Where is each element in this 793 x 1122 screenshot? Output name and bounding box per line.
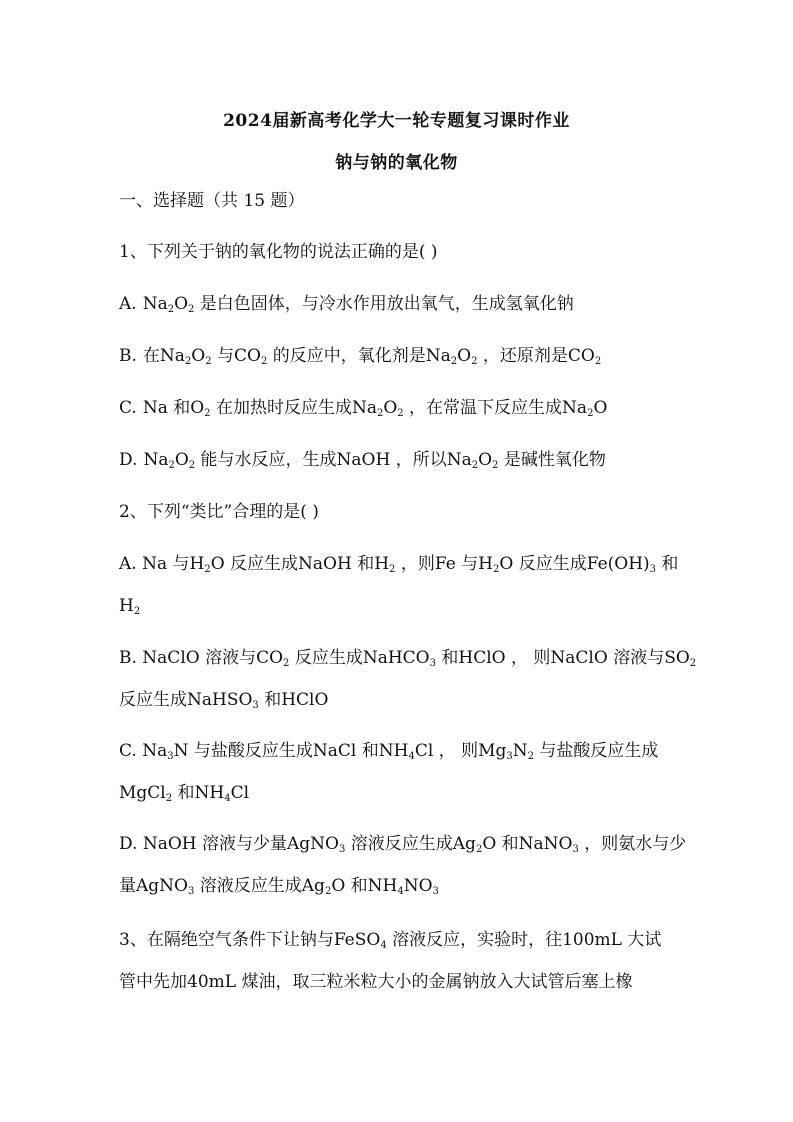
question-1-option-c: C. Na 和$O_2$ 在加热时反应生成$Na_2O_2$ ，在常温下反应生成$Na_2O$	[119, 398, 608, 419]
question-1-option-b: B. 在$Na_2O_2$ 与$CO_2$ 的反应中，氧化剂是$Na_2O_2$ ，还原剂是$CO_2$	[119, 346, 602, 367]
question-2-option-c-cont: MgCl$_2$ 和$NH_4Cl$	[119, 783, 250, 804]
question-2-option-a: A. Na 与$H_2O$ 反应生成NaOH 和$H_2$ ，则Fe 与$H_2O$ 反应生成$Fe(OH)_3$ 和	[119, 554, 679, 575]
question-2-option-a-cont: $H_2$	[119, 596, 141, 617]
question-2-option-d: D. NaOH 溶液与少量AgNO$_3$ 溶液反应生成$Ag_2O$ 和NaNO$_3$ ，则氨水与少	[119, 834, 687, 855]
question-1-option-d: D. $Na_2O_2$ 能与水反应，生成NaOH ，所以$Na_2O_2$ 是碱性氧化物	[119, 450, 606, 471]
section-heading: 一、选择题（共 15 题）	[119, 191, 305, 211]
question-1-option-a: A. $Na_2O_2$ 是白色固体，与冷水作用放出氧气，生成氢氧化钠	[119, 294, 574, 315]
question-1-stem: 1、下列关于钠的氧化物的说法正确的是( )	[119, 242, 438, 262]
question-3-stem: 3、在隔绝空气条件下让钠与FeSO$_4$ 溶液反应，实验时，往100mL 大试	[119, 930, 662, 951]
document-subtitle: 钠与钠的氧化物	[335, 153, 458, 173]
document-title: 2024届新高考化学大一轮专题复习课时作业	[223, 111, 570, 131]
question-2-option-d-cont: 量AgNO$_3$ 溶液反应生成$Ag_2O$ 和$NH_4NO_3$	[119, 876, 439, 897]
question-3-stem-cont: 管中先加40mL 煤油，取三粒米粒大小的金属钠放入大试管后塞上橡	[119, 972, 633, 992]
question-2-option-b: B. NaClO 溶液与$CO_2$ 反应生成NaHCO$_3$ 和HClO ， 则NaClO 溶液与$SO_2$	[119, 648, 697, 669]
question-2-option-b-cont: 反应生成NaHSO$_3$ 和HClO	[119, 690, 329, 711]
question-2-option-c: C. $Na_3N$ 与盐酸反应生成NaCl 和$NH_4Cl$ ， 则$Mg_3N_2$ 与盐酸反应生成	[119, 741, 659, 762]
question-2-stem: 2、下列“类比”合理的是( )	[119, 502, 319, 522]
